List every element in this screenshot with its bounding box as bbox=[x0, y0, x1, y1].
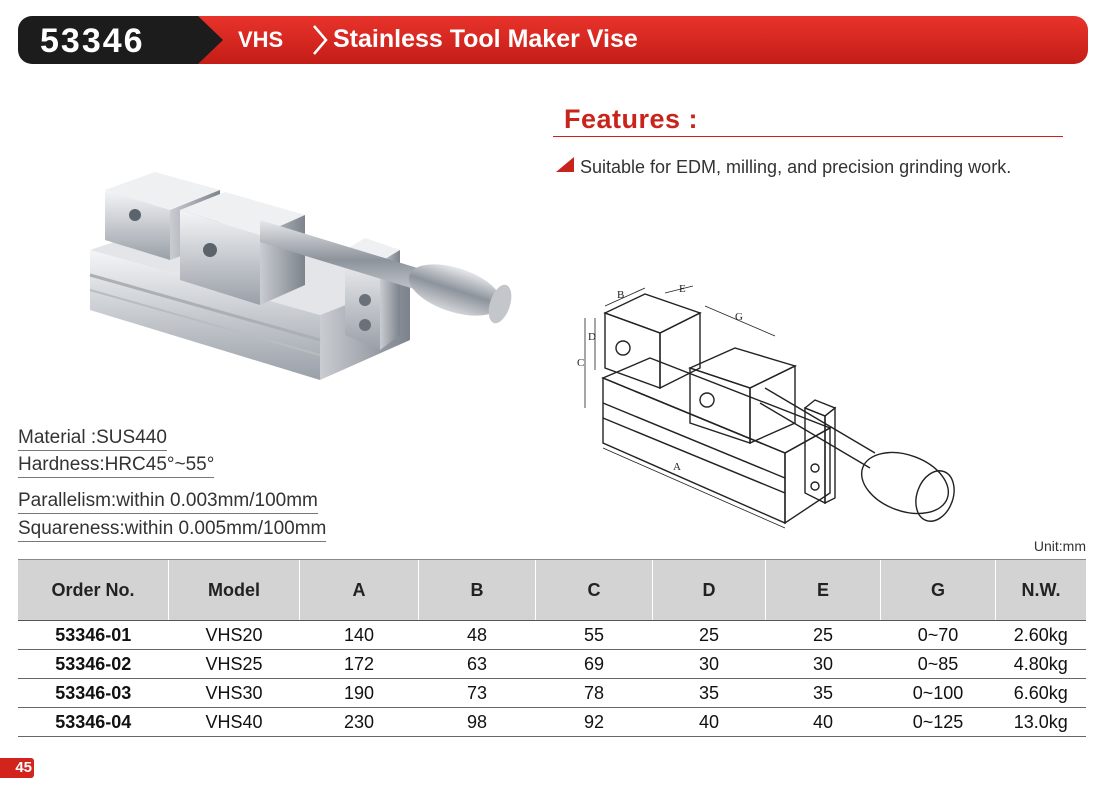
cell-model: VHS25 bbox=[169, 650, 300, 679]
cell-e: 30 bbox=[766, 650, 881, 679]
header-banner bbox=[18, 16, 1088, 64]
cell-g: 0~100 bbox=[881, 679, 996, 708]
col-b: B bbox=[419, 560, 536, 621]
page-number: 45 bbox=[0, 758, 34, 778]
cell-e: 35 bbox=[766, 679, 881, 708]
dimension-label-d: D bbox=[588, 331, 596, 343]
dimension-label-b: B bbox=[617, 289, 625, 301]
feature-text: Suitable for EDM, milling, and precision grinding work. bbox=[580, 157, 1012, 177]
dimension-label-e: E bbox=[679, 283, 686, 295]
dimension-label-a: A bbox=[673, 461, 681, 473]
table-row bbox=[18, 708, 1086, 737]
table-header-row bbox=[18, 560, 1086, 621]
cell-model: VHS40 bbox=[169, 708, 300, 737]
cell-nw: 4.80kg bbox=[996, 650, 1087, 679]
cell-d: 25 bbox=[653, 621, 766, 650]
col-nw: N.W. bbox=[996, 560, 1087, 621]
col-a: A bbox=[300, 560, 419, 621]
cell-g: 0~125 bbox=[881, 708, 996, 737]
spec-hardness: Hardness:HRC45°~55° bbox=[18, 454, 214, 478]
spec-squareness: Squareness:within 0.005mm/100mm bbox=[18, 518, 326, 542]
table-row bbox=[18, 621, 1086, 650]
product-photo bbox=[60, 150, 530, 390]
cell-e: 40 bbox=[766, 708, 881, 737]
col-model: Model bbox=[169, 560, 300, 621]
col-e: E bbox=[766, 560, 881, 621]
cell-model: VHS20 bbox=[169, 621, 300, 650]
cell-c: 69 bbox=[536, 650, 653, 679]
cell-d: 35 bbox=[653, 679, 766, 708]
cell-c: 78 bbox=[536, 679, 653, 708]
cell-g: 0~85 bbox=[881, 650, 996, 679]
triangle-bullet-icon bbox=[556, 157, 574, 172]
col-order-no: Order No. bbox=[18, 560, 169, 621]
product-code: 53346 bbox=[40, 22, 145, 60]
cell-c: 92 bbox=[536, 708, 653, 737]
cell-g: 0~70 bbox=[881, 621, 996, 650]
col-g: G bbox=[881, 560, 996, 621]
unit-label: Unit:mm bbox=[1033, 538, 1086, 554]
cell-c: 55 bbox=[536, 621, 653, 650]
cell-b: 48 bbox=[419, 621, 536, 650]
cell-d: 30 bbox=[653, 650, 766, 679]
dimension-label-g: G bbox=[735, 311, 743, 323]
cell-d: 40 bbox=[653, 708, 766, 737]
spec-parallelism: Parallelism:within 0.003mm/100mm bbox=[18, 490, 318, 514]
spec-material: Material :SUS440 bbox=[18, 427, 167, 451]
cell-e: 25 bbox=[766, 621, 881, 650]
cell-order-no: 53346-04 bbox=[18, 708, 169, 737]
col-d: D bbox=[653, 560, 766, 621]
dimension-drawing bbox=[575, 278, 975, 538]
table-row bbox=[18, 650, 1086, 679]
cell-nw: 2.60kg bbox=[996, 621, 1087, 650]
cell-a: 172 bbox=[300, 650, 419, 679]
table-row bbox=[18, 679, 1086, 708]
cell-order-no: 53346-03 bbox=[18, 679, 169, 708]
cell-b: 73 bbox=[419, 679, 536, 708]
spec-table bbox=[18, 559, 1086, 737]
features-divider bbox=[553, 136, 1063, 137]
cell-order-no: 53346-01 bbox=[18, 621, 169, 650]
cell-b: 63 bbox=[419, 650, 536, 679]
cell-a: 190 bbox=[300, 679, 419, 708]
cell-nw: 13.0kg bbox=[996, 708, 1087, 737]
col-c: C bbox=[536, 560, 653, 621]
series-label: VHS bbox=[238, 27, 284, 52]
cell-b: 98 bbox=[419, 708, 536, 737]
product-title: Stainless Tool Maker Vise bbox=[333, 25, 638, 53]
chevron-right-icon bbox=[310, 24, 330, 56]
cell-nw: 6.60kg bbox=[996, 679, 1087, 708]
cell-a: 230 bbox=[300, 708, 419, 737]
cell-model: VHS30 bbox=[169, 679, 300, 708]
features-heading: Features : bbox=[564, 104, 699, 134]
cell-order-no: 53346-02 bbox=[18, 650, 169, 679]
cell-a: 140 bbox=[300, 621, 419, 650]
dimension-label-c: C bbox=[577, 357, 585, 369]
